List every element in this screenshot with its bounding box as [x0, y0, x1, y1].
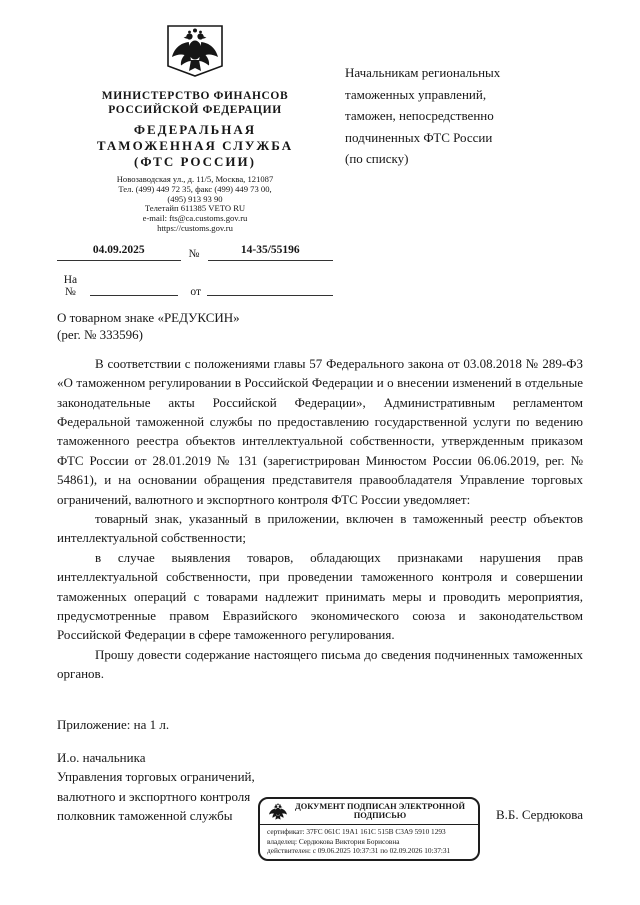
subject-block — [57, 309, 640, 343]
signer-name: В.Б. Сердюкова — [495, 806, 583, 822]
letterhead — [0, 0, 640, 296]
stamp-certificate: сертификат: 37FC 061C 19A1 161C 515B C3A9 5910 1293 — [267, 826, 446, 836]
stamp-details — [260, 825, 478, 856]
agency-line-2: ТАМОЖЕННАЯ СЛУЖБА — [96, 138, 294, 153]
contact-website: https://customs.gov.ru — [157, 222, 233, 233]
electronic-signature-stamp — [258, 797, 480, 861]
reply-reference-row — [57, 274, 333, 296]
agency-title — [57, 122, 333, 170]
double-headed-eagle-icon — [166, 24, 224, 78]
subject-line-1: О товарном знаке «РЕДУКСИН» — [57, 309, 240, 325]
contact-teletype: Телетайп 611385 VETO RU — [144, 203, 246, 214]
body-paragraph-3: в случае выявления товаров, обладающих признаками нарушения прав интеллектуальной собственности, при проведении таможенного контроля и совершении таможенных операций с товарами надлежит принимать меры и проводить мероприятия, предусмотренные правом Евразийского экономического союза и законодательством Российской Федерации в сфере таможенного регулирования. — [57, 549, 583, 643]
agency-line-1: ФЕДЕРАЛЬНАЯ — [133, 122, 257, 137]
contact-address: Новозаводская ул., д. 11/5, Москва, 121087 — [116, 174, 274, 184]
signer-position-line: полковник таможенной службы — [57, 807, 233, 823]
stamp-title: ДОКУМЕНТ ПОДПИСАН ЭЛЕКТРОННОЙ ПОДПИСЬЮ — [295, 801, 465, 821]
attachment-note: Приложение: на 1 л. — [57, 716, 170, 732]
letter-body — [57, 354, 583, 684]
stamp-owner: владелец: Сердюкова Виктория Борисовна — [267, 836, 400, 846]
addressee-line: подчиненных ФТС России — [345, 129, 493, 145]
document-date: 04.09.2025 — [57, 244, 181, 261]
addressee-block — [345, 0, 573, 296]
ministry-line-1: МИНИСТЕРСТВО ФИНАНСОВ — [101, 90, 289, 102]
addressee-line: таможен, непосредственно — [345, 108, 494, 123]
na-number-label: На № — [63, 273, 78, 298]
ministry-title — [57, 90, 333, 117]
signer-position-line: валютного и экспортного контроля — [57, 788, 251, 804]
signature-block — [57, 748, 583, 905]
body-paragraph-1: В соответствии с положениями главы 57 Федерального закона от 03.08.2018 № 289-ФЗ «О таможенном регулировании в Российской Федерации и о внесении изменений в отдельные законодательные акты Российской Федерации», Административным регламентом Федеральной таможенной службы по предоставлению государственной услуги по ведению таможенного реестра объектов интеллектуальной собственности, утвержденным приказом ФТС России от 28.01.2019 № 131 (зарегистрирован Минюстом России 06.06.2019, рег. № 54861), и на основании обращения представителя правообладателя Управление торговых ограничений, валютного и экспортного контроля ФТС России уведомляет: — [57, 355, 583, 507]
body-paragraph-4: Прошу довести содержание настоящего письма до сведения подчиненных таможенных органов. — [57, 646, 583, 682]
letterhead-left-column — [57, 0, 333, 296]
ministry-line-2: РОССИЙСКОЙ ФЕДЕРАЦИИ — [108, 103, 282, 116]
subject-line-2: (рег. № 333596) — [57, 326, 143, 342]
body-paragraph-2: товарный знак, указанный в приложении, включен в таможенный реестр объектов интеллектуальной собственности; — [57, 511, 583, 546]
date-number-row — [57, 244, 333, 261]
agency-line-3: (ФТС РОССИИ) — [134, 154, 256, 169]
ot-label: от — [190, 285, 202, 298]
number-sign: № — [188, 247, 200, 260]
addressee-line: таможенных управлений, — [345, 86, 487, 102]
document-number: 14-35/55196 — [208, 244, 333, 261]
reply-date-blank-field — [207, 281, 333, 296]
coat-of-arms-emblem — [57, 24, 333, 83]
reply-number-blank-field — [90, 281, 179, 296]
addressee-line: (по списку) — [345, 151, 409, 166]
contact-phone-2: (495) 913 93 90 — [167, 193, 223, 204]
contact-info — [57, 175, 333, 234]
signer-position-line: Управления торговых ограничений, — [57, 769, 255, 785]
contact-email: e-mail: fts@ca.customs.gov.ru — [142, 213, 248, 224]
addressee-line: Начальникам региональных — [345, 65, 501, 80]
signer-position-line: И.о. начальника — [57, 749, 146, 765]
stamp-double-headed-eagle-icon — [267, 802, 289, 821]
stamp-header — [260, 799, 478, 822]
contact-phone: Тел. (499) 449 72 35, факс (499) 449 73 00, — [118, 183, 272, 194]
stamp-validity: действителен: с 09.06.2025 10:37:31 по 02.09.2026 10:37:31 — [267, 846, 451, 856]
